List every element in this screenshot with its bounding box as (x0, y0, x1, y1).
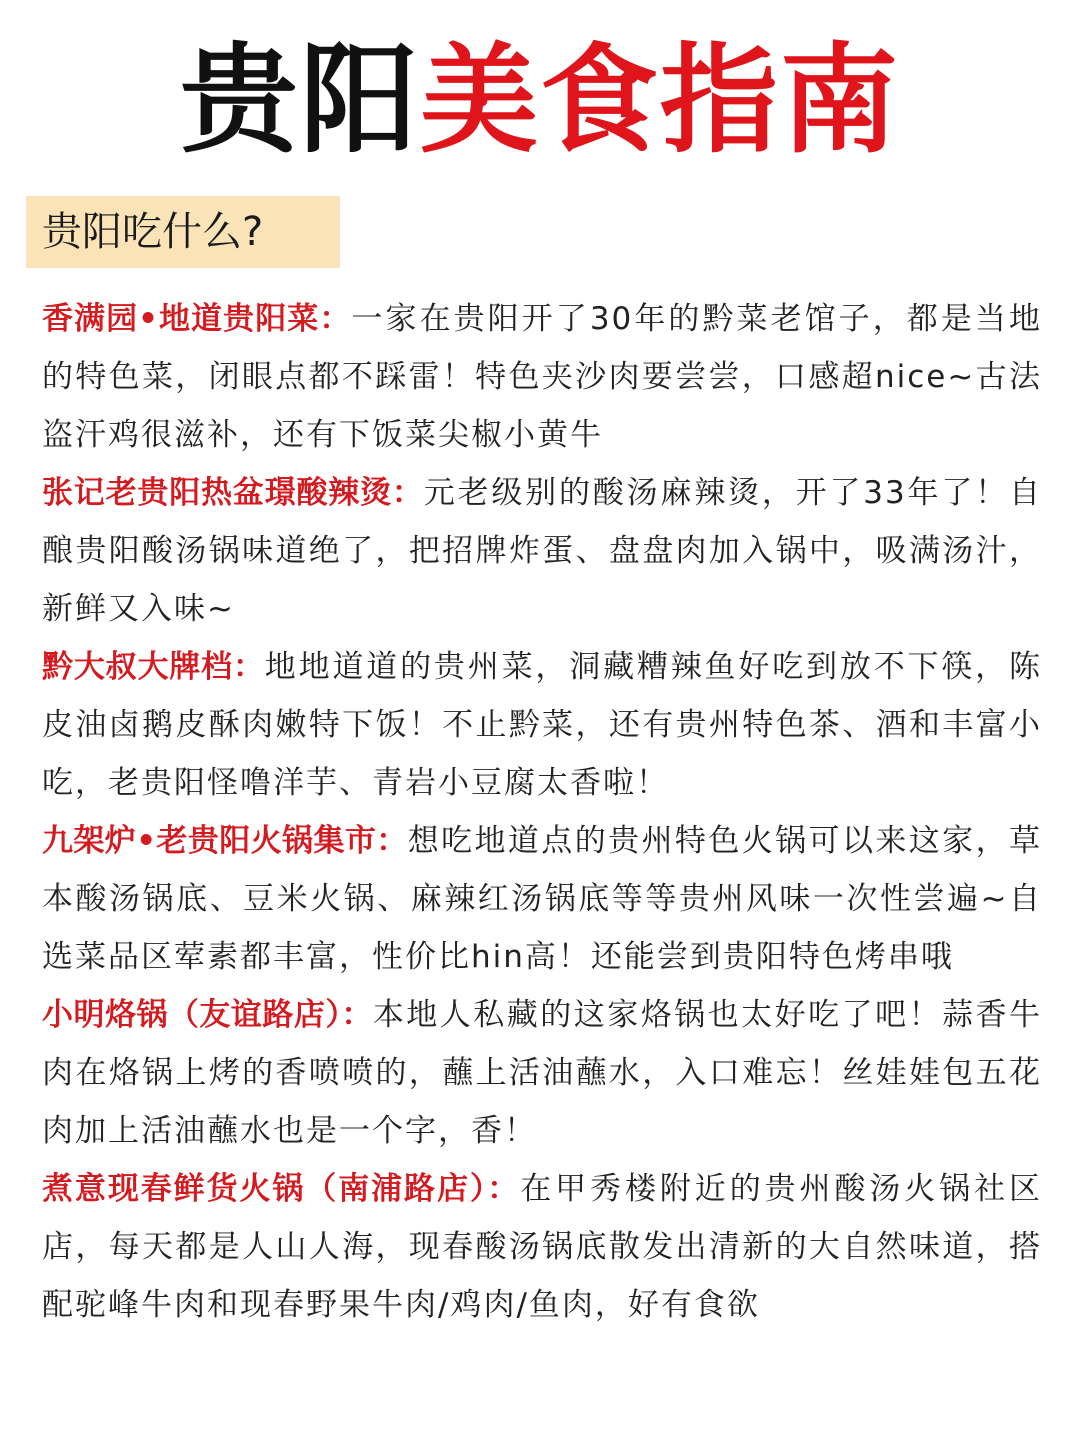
restaurant-entry (42, 464, 1042, 638)
restaurant-entry (42, 638, 1042, 812)
restaurant-name: 香满园•地道贵阳菜： (42, 301, 352, 337)
restaurant-name: 张记老贵阳热盆璟酸辣烫： (42, 475, 424, 511)
restaurant-name: 九架炉•老贵阳火锅集市： (42, 823, 408, 859)
restaurant-description: 本地人私藏的这家烙锅也太好吃了吧！蒜香牛肉在烙锅上烤的香喷喷的，蘸上活油蘸水，入口难忘！丝娃娃包五花肉加上活油蘸水也是一个字，香！ (42, 997, 1043, 1149)
restaurant-name: 煮意现春鲜货火锅（南浦路店）： (42, 1171, 521, 1207)
restaurant-description: 一家在贵阳开了30年的黔菜老馆子，都是当地的特色菜，闭眼点都不踩雷！特色夹沙肉要尝尝，口感超nice~古法盗汗鸡很滋补，还有下饭菜尖椒小黄牛 (42, 301, 1042, 453)
section-heading: 贵阳吃什么? (26, 196, 340, 268)
restaurant-description: 地地道道的贵州菜，洞藏糟辣鱼好吃到放不下筷，陈皮油卤鹅皮酥肉嫩特下饭！不止黔菜，还有贵州特色茶、酒和丰富小吃，老贵阳怪噜洋芋、青岩小豆腐太香啦！ (42, 649, 1043, 801)
restaurant-entry (42, 1160, 1042, 1334)
restaurant-list (42, 290, 1042, 1334)
restaurant-entry (42, 812, 1042, 986)
restaurant-description: 元老级别的酸汤麻辣烫，开了33年了！自酿贵阳酸汤锅味道绝了，把招牌炸蛋、盘盘肉加入锅中，吸满汤汁，新鲜又入味~ (42, 475, 1042, 627)
title-dark-part: 贵阳 (179, 31, 420, 169)
restaurant-entry (42, 290, 1042, 464)
restaurant-entry (42, 986, 1042, 1160)
page-title (0, 30, 1080, 170)
restaurant-name: 黔大叔大牌档： (42, 649, 265, 685)
restaurant-name: 小明烙锅（友谊路店）： (42, 997, 373, 1033)
title-red-part: 美食指南 (420, 31, 901, 169)
restaurant-description: 想吃地道点的贵州特色火锅可以来这家，草本酸汤锅底、豆米火锅、麻辣红汤锅底等等贵州风味一次性尝遍~自选菜品区荤素都丰富，性价比hin高！还能尝到贵阳特色烤串哦 (42, 823, 1042, 975)
restaurant-description: 在甲秀楼附近的贵州酸汤火锅社区店，每天都是人山人海，现春酸汤锅底散发出清新的大自然味道，搭配驼峰牛肉和现春野果牛肉/鸡肉/鱼肉，好有食欲 (42, 1171, 1043, 1323)
